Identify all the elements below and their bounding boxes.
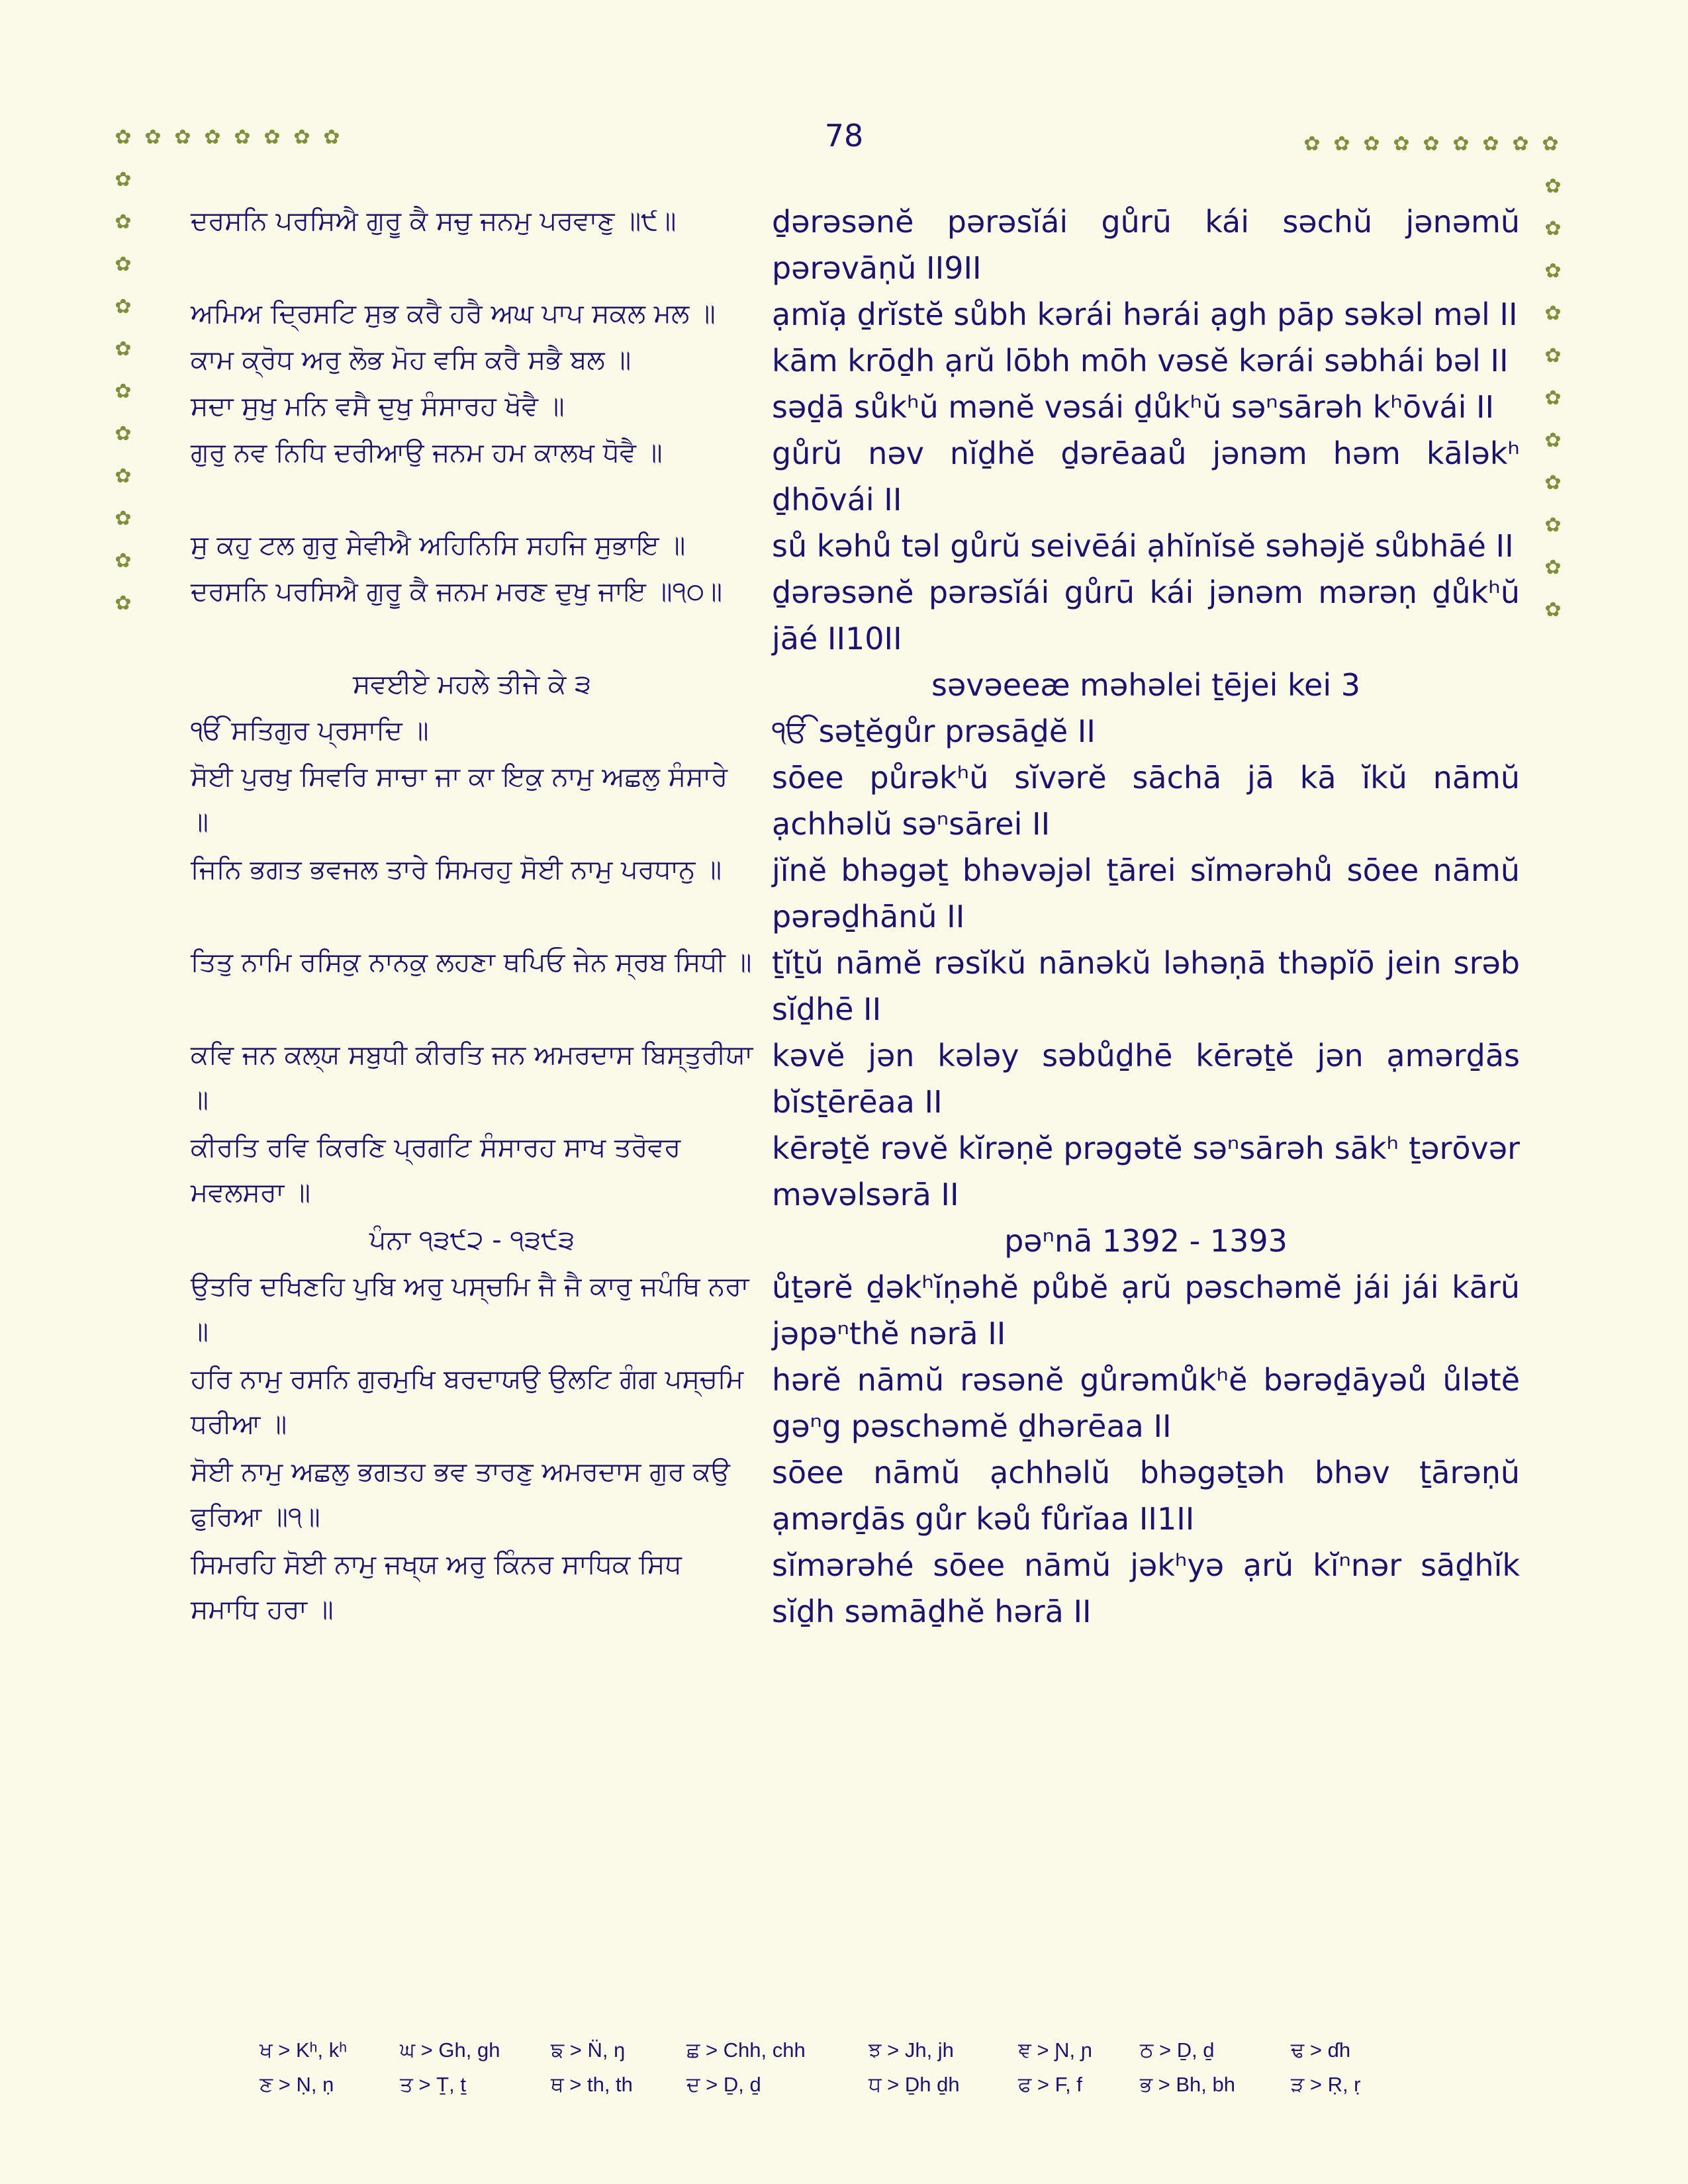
verse-row — [191, 1125, 1521, 1218]
transliteration-text: ůṯərĕ ḏəkʰĭṇəhĕ půbĕ ạrŭ pəschəmĕ jái jái kārŭ jəpəⁿthĕ nərā II — [772, 1269, 1520, 1351]
gurmukhi-text: ਕਾਮ ਕ੍ਰੋਧ ਅਰੁ ਲੋਭ ਮੋਹ ਵਸਿ ਕਰੈ ਸਭੈ ਬਲ ॥ — [191, 345, 632, 375]
flower-ornament-icon: ✿ — [115, 210, 132, 234]
flower-ornament-icon: ✿ — [263, 126, 281, 149]
transliteration-legend — [259, 2038, 1451, 2107]
flower-ornament-icon: ✿ — [1333, 132, 1350, 156]
gurmukhi-text: ਤਿਤੁ ਨਾਮਿ ਰਸਿਕੁ ਨਾਨਕੁ ਲਹਣਾ ਥਪਿਓ ਜੇਨ ਸ੍ਰਬ ਸਿਧੀ ॥ — [191, 947, 752, 978]
gurmukhi-text: ਸੋਈ ਨਾਮੁ ਅਛਲੁ ਭਗਤਹ ਭਵ ਤਾਰਣੁ ਅਮਰਦਾਸ ਗੁਰ ਕਉ ਫੁਰਿਆ ॥੧॥ — [191, 1457, 730, 1532]
gurmukhi-text: ਅਮਿਅ ਦ੍ਰਿਸਟਿ ਸੁਭ ਕਰੈ ਹਰੈ ਅਘ ਪਾਪ ਸਕਲ ਮਲ ॥ — [191, 298, 716, 329]
flower-ornament-icon: ✿ — [115, 253, 132, 276]
transliteration-text: sōee nāmŭ ạchhəlŭ bhəgəṯəh bhəv ṯārəṇŭ ạmərḏās gůr kəů fůrĭaa II1II — [772, 1455, 1520, 1537]
flower-ornament-icon: ✿ — [1544, 259, 1562, 283]
flower-ornament-icon: ✿ — [115, 422, 132, 445]
flower-ornament-icon: ✿ — [115, 465, 132, 488]
legend-item: ਘ > Gh, gh — [400, 2038, 500, 2062]
transliteration-text: ḏərəsənĕ pərəsĭái gůrū kái səchŭ jənəmŭ pərəvāṇŭ II9II — [772, 204, 1520, 286]
verse-row — [191, 384, 1521, 430]
transliteration-text: ạmĭạ ḏrĭstĕ sůbh kərái hərái ạgh pāp səkəl məl II — [772, 296, 1518, 332]
flower-ornament-icon: ✿ — [1303, 132, 1321, 156]
legend-row — [259, 2038, 1451, 2073]
gurmukhi-text: ਸਿਮਰਹਿ ਸੋਈ ਨਾਮੁ ਜਖ੍ਯ ਅਰੁ ਕਿੰਨਰ ਸਾਧਿਕ ਸਿਧ ਸਮਾਧਿ ਹਰਾ ॥ — [191, 1549, 682, 1625]
flower-ornament-icon: ✿ — [323, 126, 340, 149]
verse-row — [191, 754, 1521, 847]
verse-row — [191, 199, 1521, 291]
transliteration-text: sů kəhů təl gůrŭ seivēái ạhĭnĭsĕ səhəjĕ sůbhāé II — [772, 528, 1514, 564]
transliteration-text: hərĕ nāmŭ rəsənĕ gůrəmůkʰĕ bərəḏāyəů ůlətĕ gəⁿg pəschəmĕ ḏhərēaa II — [772, 1362, 1520, 1444]
flower-ornament-icon: ✿ — [1452, 132, 1470, 156]
flower-ornament-icon: ✿ — [1393, 132, 1410, 156]
legend-item: ਤ > Ṯ, ṯ — [400, 2073, 466, 2096]
flower-ornament-icon: ✿ — [1423, 132, 1440, 156]
flower-ornament-icon: ✿ — [115, 126, 132, 149]
verse-row — [191, 569, 1521, 662]
gurmukhi-text: ਕੀਰਤਿ ਰਵਿ ਕਿਰਣਿ ਪ੍ਰਗਟਿ ਸੰਸਾਰਹ ਸਾਖ ਤਰੋਵਰ ਮਵਲਸਰਾ ॥ — [191, 1132, 681, 1208]
flower-ornament-icon: ✿ — [1544, 429, 1562, 452]
flower-ornament-icon: ✿ — [1544, 514, 1562, 537]
transliteration-text: kəvĕ jən kələy səbůḏhē kērəṯĕ jən ạmərḏās bĭsṯērēaa II — [772, 1038, 1520, 1120]
legend-item: ਥ > th, th — [551, 2073, 633, 2096]
page-number: 78 — [824, 118, 864, 154]
flower-ornament-icon: ✿ — [115, 380, 132, 403]
legend-item: ਝ > Jh, jh — [868, 2038, 954, 2062]
legend-item: ਦ > Ḏ, ḏ — [686, 2073, 761, 2096]
legend-item: ਫ > F, f — [1018, 2073, 1082, 2096]
transliteration-text: səvəeeæ məhəlei ṯējei kei 3 — [931, 667, 1361, 703]
verse-row — [191, 1032, 1521, 1125]
legend-item: ਧ > Ḏh ḏh — [868, 2073, 960, 2096]
gurmukhi-text: ੴ ਸਤਿਗੁਰ ਪ੍ਰਸਾਦਿ ॥ — [191, 715, 429, 746]
flower-ornament-icon: ✿ — [144, 126, 162, 149]
verse-row — [191, 1264, 1521, 1357]
verse-row — [191, 847, 1521, 940]
legend-item: ਣ > Ṇ, ṇ — [259, 2073, 334, 2096]
flower-ornament-icon: ✿ — [1512, 132, 1529, 156]
gurmukhi-text: ਕਵਿ ਜਨ ਕਲ੍ਯ ਸਬੁਧੀ ਕੀਰਤਿ ਜਨ ਅਮਰਦਾਸ ਬਿਸ੍ਤੁਰੀਯਾ ॥ — [191, 1040, 753, 1115]
verse-row — [191, 338, 1521, 384]
section-heading-row — [191, 1218, 1521, 1264]
flower-ornament-icon: ✿ — [1542, 132, 1559, 156]
legend-item: ਢ > ɗh — [1291, 2038, 1351, 2062]
gurmukhi-text: ਉਤਰਿ ਦਖਿਣਹਿ ਪੁਬਿ ਅਰੁ ਪਸ੍ਚਮਿ ਜੈ ਜੈ ਕਾਰੁ ਜਪੰਥਿ ਨਰਾ ॥ — [191, 1271, 749, 1347]
flower-ornament-icon: ✿ — [234, 126, 251, 149]
legend-item: ਞ > Ɲ, ɲ — [1018, 2038, 1092, 2062]
gurmukhi-text: ਹਰਿ ਨਾਮੁ ਰਸਨਿ ਗੁਰਮੁਖਿ ਬਰਦਾਯਉ ਉਲਟਿ ਗੰਗ ਪਸ੍ਚਮਿ ਧਰੀਆ ॥ — [191, 1364, 744, 1439]
flower-ornament-icon: ✿ — [115, 338, 132, 361]
transliteration-text: ḏərəsənĕ pərəsĭái gůrū kái jənəm mərəṇ ḏůkʰŭ jāé II10II — [772, 574, 1520, 657]
transliteration-text: sōee půrəkʰŭ sĭvərĕ sāchā jā kā ĭkŭ nāmŭ ạchhəlŭ səⁿsārei II — [772, 760, 1520, 842]
gurmukhi-text: ਸੁ ਕਹੁ ਟਲ ਗੁਰੁ ਸੇਵੀਐ ਅਹਿਨਿਸਿ ਸਹਜਿ ਸੁਭਾਇ ॥ — [191, 530, 686, 561]
verse-row — [191, 523, 1521, 569]
flower-ornament-icon: ✿ — [1544, 344, 1562, 367]
transliteration-text: kērəṯĕ rəvĕ kĭrəṇĕ prəgətĕ səⁿsārəh sākʰ ṯərōvər məvəlsərā II — [772, 1130, 1520, 1212]
transliteration-text: ṯĭṯŭ nāmĕ rəsĭkŭ nānəkŭ ləhəṇā thəpĭō jein srəb sĭḏhē II — [772, 945, 1520, 1027]
flower-ornament-icon: ✿ — [1544, 556, 1562, 579]
flower-ornament-icon: ✿ — [293, 126, 310, 149]
flower-ornament-icon: ✿ — [1544, 387, 1562, 410]
gurmukhi-text: ਸੋਈ ਪੁਰਖੁ ਸਿਵਰਿ ਸਾਚਾ ਜਾ ਕਾ ਇਕੁ ਨਾਮੁ ਅਛਲੁ ਸੰਸਾਰੇ ॥ — [191, 762, 728, 837]
legend-item: ੜ > Ṛ, ṛ — [1291, 2073, 1361, 2096]
flower-ornament-icon: ✿ — [1544, 175, 1562, 198]
verse-row — [191, 1542, 1521, 1635]
legend-row — [259, 2073, 1451, 2107]
transliteration-text: ੴ səṯĕgůr prəsāḏĕ II — [772, 713, 1096, 749]
flower-ornament-icon: ✿ — [1544, 471, 1562, 494]
gurmukhi-text: ਜਿਨਿ ਭਗਤ ਭਵਜਲ ਤਾਰੇ ਸਿਮਰਹੁ ਸੋਈ ਨਾਮੁ ਪਰਧਾਨੁ ॥ — [191, 854, 722, 885]
gurmukhi-text: ਗੁਰੁ ਨਵ ਨਿਧਿ ਦਰੀਆਉ ਜਨਮ ਹਮ ਕਾਲਖ ਧੋਵੈ ॥ — [191, 437, 663, 468]
legend-item: ਭ > Bh, bh — [1140, 2073, 1235, 2096]
flower-ornament-icon: ✿ — [115, 295, 132, 318]
transliteration-text: səḏā sůkʰŭ mənĕ vəsái ḏůkʰŭ səⁿsārəh kʰōvái II — [772, 389, 1495, 425]
verse-row — [191, 708, 1521, 754]
flower-ornament-icon: ✿ — [1544, 217, 1562, 240]
flower-ornament-icon: ✿ — [115, 549, 132, 572]
flower-ornament-icon: ✿ — [115, 168, 132, 191]
transliteration-text: gůrŭ nəv nĭḏhĕ ḏərēaaů jənəm həm kāləkʰ ḏhōvái II — [772, 435, 1520, 518]
transliteration-text: pəⁿnā 1392 - 1393 — [1004, 1223, 1288, 1259]
flower-ornament-icon: ✿ — [115, 507, 132, 530]
transliteration-text: sĭmərəhé sōee nāmŭ jəkʰyə ạrŭ kĭⁿnər sāḏhĭk sĭḏh səmāḏhĕ hərā II — [772, 1547, 1520, 1629]
verse-row — [191, 430, 1521, 523]
legend-item: ਖ > Kʰ, kʰ — [259, 2038, 348, 2062]
verse-row — [191, 1357, 1521, 1449]
flower-ornament-icon: ✿ — [174, 126, 191, 149]
gurmukhi-text: ਦਰਸਨਿ ਪਰਸਿਐ ਗੁਰੂ ਕੈ ਸਚੁ ਜਨਮੁ ਪਰਵਾਣੁ ॥੯॥ — [191, 206, 677, 236]
flower-ornament-icon: ✿ — [204, 126, 221, 149]
flower-ornament-icon: ✿ — [115, 592, 132, 615]
gurmukhi-text: ਸਵਈਏ ਮਹਲੇ ਤੀਜੇ ਕੇ ੩ — [352, 669, 592, 700]
flower-ornament-icon: ✿ — [1482, 132, 1499, 156]
flower-ornament-icon: ✿ — [1544, 598, 1562, 621]
verse-row — [191, 1449, 1521, 1542]
flower-ornament-icon: ✿ — [1544, 302, 1562, 325]
legend-item: ਠ > Ḏ, ḏ — [1140, 2038, 1215, 2062]
legend-item: ਛ > Chh, chh — [686, 2038, 806, 2062]
section-heading-row — [191, 662, 1521, 708]
transliteration-text: kām krōḏh ạrŭ lōbh mōh vəsĕ kərái səbhái bəl II — [772, 343, 1509, 379]
verse-table — [191, 199, 1521, 1635]
transliteration-text: jĭnĕ bhəgəṯ bhəvəjəl ṯārei sĭmərəhů sōee nāmŭ pərəḏhānŭ II — [772, 852, 1520, 934]
flower-ornament-icon: ✿ — [1363, 132, 1380, 156]
gurmukhi-text: ਪੰਨਾ ੧੩੯੨ - ੧੩੯੩ — [369, 1225, 575, 1255]
verse-row — [191, 291, 1521, 338]
verse-row — [191, 940, 1521, 1032]
gurmukhi-text: ਸਦਾ ਸੁਖੁ ਮਨਿ ਵਸੈ ਦੁਖੁ ਸੰਸਾਰਹ ਖੋਵੈ ॥ — [191, 391, 565, 422]
gurmukhi-text: ਦਰਸਨਿ ਪਰਸਿਐ ਗੁਰੂ ਕੈ ਜਨਮ ਮਰਣ ਦੁਖੁ ਜਾਇ ॥੧੦॥ — [191, 576, 723, 607]
legend-item: ਙ > N̈, ŋ — [551, 2038, 626, 2062]
